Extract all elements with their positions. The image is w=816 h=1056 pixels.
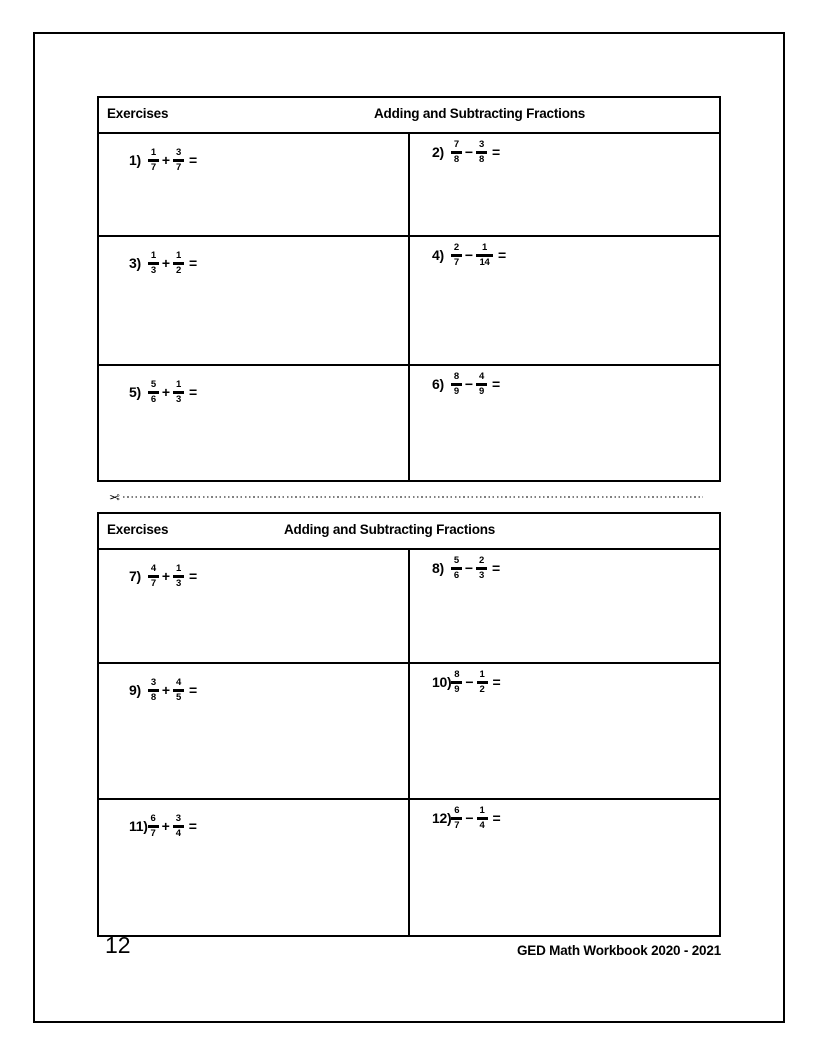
operator: − [465,674,474,691]
fraction-second [477,670,488,695]
problem-cell-6[interactable] [410,366,719,480]
table-1-row-3 [99,366,719,480]
denominator: 2 [176,264,182,276]
problem-9-expression [148,678,197,703]
problem-4-number: 4) [432,247,444,264]
numerator: 1 [482,242,488,253]
worksheet-content [97,96,721,937]
problem-8 [432,556,500,581]
numerator: 6 [150,813,156,824]
fraction-first [451,372,462,397]
problem-11-expression [148,814,197,839]
problem-11-number: 11) [129,818,148,835]
equals-sign: = [492,560,501,577]
operator: + [161,255,171,272]
problem-2 [432,140,500,165]
operator: + [161,818,170,835]
numerator: 1 [479,805,485,816]
denominator: 8 [150,691,156,703]
cut-dotted-line [123,496,703,498]
denominator: 2 [479,683,485,695]
fraction-first [451,806,462,831]
operator: + [161,568,171,585]
numerator: 5 [150,379,156,390]
denominator: 4 [479,819,485,831]
equals-sign: = [492,144,501,161]
equals-sign: = [189,152,198,169]
problem-cell-10[interactable] [410,664,719,798]
problem-cell-5[interactable] [99,366,410,480]
numerator: 1 [150,250,156,261]
denominator: 14 [479,256,490,268]
problem-cell-7[interactable] [99,550,410,662]
equals-sign: = [492,674,501,691]
problem-11 [129,814,197,839]
equals-sign: = [492,810,501,827]
equals-sign: = [492,376,501,393]
numerator: 8 [453,371,459,382]
fraction-second [173,148,184,173]
fraction-second [476,243,493,268]
table-2-row-1 [99,550,719,664]
problem-3-number: 3) [129,255,141,272]
fraction-first [451,140,462,165]
problem-7-expression [148,564,197,589]
problem-10-number: 10) [432,674,452,691]
numerator: 3 [150,677,156,688]
table-1-header [99,98,719,134]
fraction-first [451,243,462,268]
fraction-second [173,564,184,589]
problem-cell-11[interactable] [99,800,410,935]
denominator: 8 [479,153,485,165]
fraction-first [148,814,159,839]
exercise-table-2 [97,512,721,937]
fraction-first [148,678,159,703]
fraction-first [148,564,159,589]
problem-6 [432,372,500,397]
problem-10 [432,670,501,695]
numerator: 3 [479,139,485,150]
problem-10-expression [451,670,500,695]
fraction-first [148,251,159,276]
operator: − [464,376,474,393]
numerator: 8 [454,669,460,680]
table-2-header-label: Exercises [107,522,169,537]
denominator: 9 [453,385,459,397]
numerator: 2 [453,242,459,253]
numerator: 7 [453,139,459,150]
problem-8-expression [451,556,500,581]
numerator: 1 [176,379,182,390]
denominator: 4 [175,827,181,839]
table-2-row-2 [99,664,719,800]
equals-sign: = [189,384,198,401]
problem-8-number: 8) [432,560,444,577]
numerator: 5 [453,555,459,566]
denominator: 3 [176,393,182,405]
denominator: 7 [150,161,156,173]
numerator: 2 [479,555,485,566]
scissors-icon: ✂ [109,489,120,505]
numerator: 1 [176,250,182,261]
table-1-header-label: Exercises [107,106,169,121]
denominator: 5 [176,691,182,703]
table-2-header [99,514,719,550]
cut-separator [97,482,721,512]
problem-cell-8[interactable] [410,550,719,662]
fraction-second [173,380,184,405]
denominator: 7 [454,819,460,831]
operator: + [161,384,171,401]
page-number: 12 [105,932,131,958]
denominator: 9 [479,385,485,397]
problem-1-expression [148,148,197,173]
table-1-row-1 [99,134,719,237]
table-1-header-title: Adding and Subtracting Fractions [374,106,586,121]
numerator: 1 [150,147,156,158]
problem-3-expression [148,251,197,276]
numerator: 3 [175,813,181,824]
equals-sign: = [189,568,198,585]
numerator: 4 [150,563,156,574]
numerator: 6 [454,805,460,816]
operator: − [464,560,474,577]
footer-title: GED Math Workbook 2020 - 2021 [516,943,721,958]
fraction-first [148,148,159,173]
numerator: 1 [176,563,182,574]
numerator: 1 [479,669,485,680]
fraction-second [477,806,488,831]
denominator: 7 [150,577,156,589]
numerator: 3 [176,147,182,158]
table-1-row-2 [99,237,719,366]
problem-9 [129,678,197,703]
fraction-second [173,814,184,839]
equals-sign: = [498,247,507,264]
problem-12-expression [451,806,500,831]
operator: + [161,152,171,169]
denominator: 3 [176,577,182,589]
denominator: 7 [176,161,182,173]
problem-6-number: 6) [432,376,444,393]
problem-5-expression [148,380,197,405]
fraction-second [476,140,487,165]
problem-7-number: 7) [129,568,141,585]
equals-sign: = [189,255,198,272]
fraction-second [476,372,487,397]
problem-12 [432,806,501,831]
numerator: 4 [176,677,182,688]
fraction-second [173,251,184,276]
problem-5-number: 5) [129,384,141,401]
problem-cell-12[interactable] [410,800,719,935]
denominator: 7 [150,827,156,839]
fraction-first [451,556,462,581]
page-footer [97,934,721,974]
problem-1 [129,148,197,173]
worksheet-page [33,32,785,1023]
problem-cell-9[interactable] [99,664,410,798]
operator: + [161,682,171,699]
denominator: 8 [453,153,459,165]
problem-2-number: 2) [432,144,444,161]
denominator: 6 [453,569,459,581]
problem-cell-1[interactable] [99,134,410,235]
table-2-header-title: Adding and Subtracting Fractions [284,522,496,537]
exercise-table-1 [97,96,721,482]
denominator: 6 [150,393,156,405]
problem-cell-3[interactable] [99,237,410,364]
fraction-first [148,380,159,405]
problem-cell-2[interactable] [410,134,719,235]
problem-2-expression [451,140,500,165]
operator: − [464,247,474,264]
problem-12-number: 12) [432,810,452,827]
problem-cell-4[interactable] [410,237,719,364]
fraction-second [173,678,184,703]
problem-4 [432,243,506,268]
denominator: 7 [453,256,459,268]
table-2-row-3 [99,800,719,935]
operator: − [464,144,474,161]
equals-sign: = [188,818,197,835]
denominator: 3 [479,569,485,581]
problem-3 [129,251,197,276]
problem-5 [129,380,197,405]
problem-6-expression [451,372,500,397]
operator: − [465,810,474,827]
problem-4-expression [451,243,506,268]
denominator: 3 [150,264,156,276]
fraction-first [451,670,462,695]
problem-9-number: 9) [129,682,141,699]
denominator: 9 [454,683,460,695]
problem-1-number: 1) [129,152,141,169]
fraction-second [476,556,487,581]
equals-sign: = [189,682,198,699]
problem-7 [129,564,197,589]
numerator: 4 [479,371,485,382]
